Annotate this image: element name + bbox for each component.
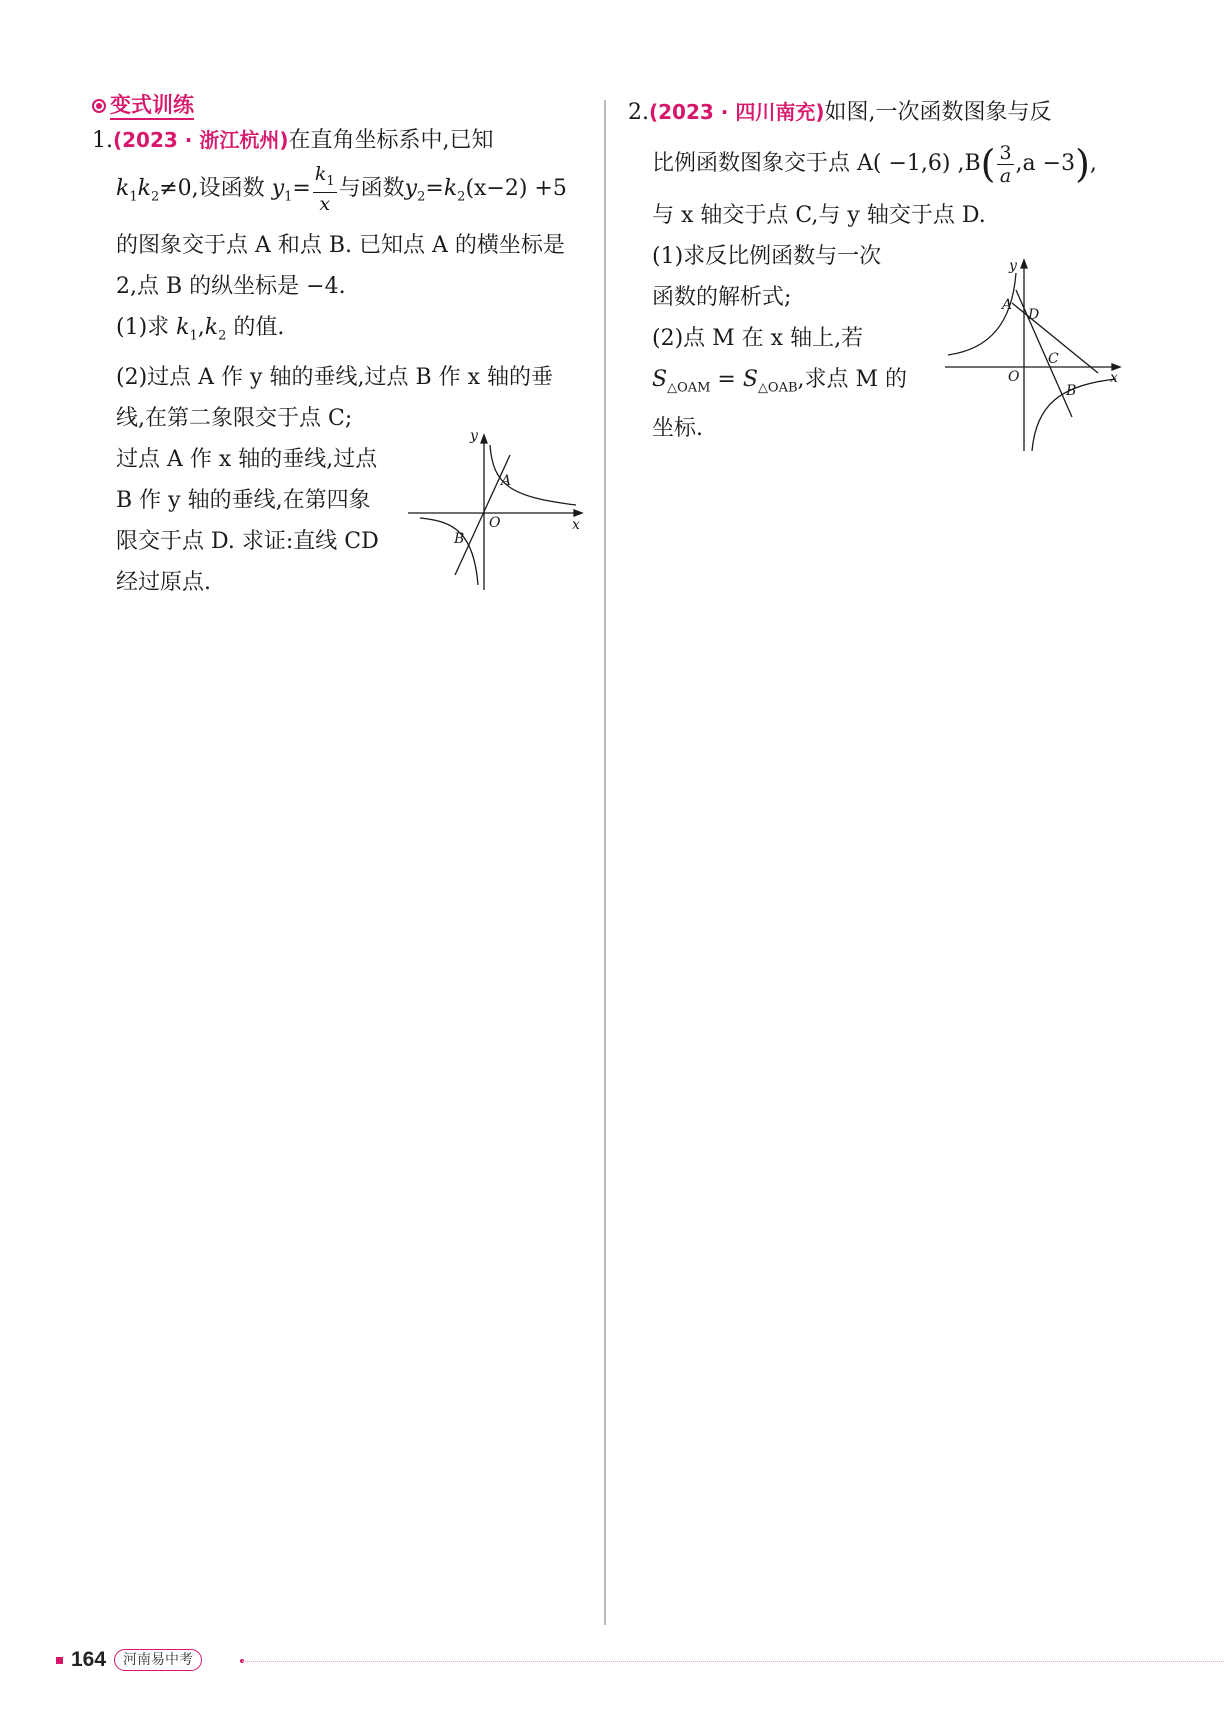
page-number: 164	[71, 1648, 107, 1671]
point-a-label: A	[501, 473, 512, 489]
problem1-graph	[400, 425, 590, 595]
problem2-line2: 比例函数图象交于点 A( −1,6) ,B( $\frac{3}{a}$ ,a −3),	[652, 141, 1097, 187]
problem1-line3: 的图象交于点 A 和点 B. 已知点 A 的横坐标是	[116, 233, 565, 259]
origin-label: O	[489, 515, 501, 531]
problem2-q2-line3: 坐标.	[652, 416, 703, 442]
problem1-q2-line1: (2)过点 A 作 y 轴的垂线,过点 B 作 x 轴的垂	[116, 364, 553, 390]
problem2-intro: 如图,一次函数图象与反	[824, 100, 1052, 125]
problem1-q2-line5: 限交于点 D. 求证:直线 CD	[116, 528, 379, 554]
footer-rule	[242, 1661, 1224, 1662]
problem1-q2-line3: 过点 A 作 x 轴的垂线,过点	[116, 446, 378, 472]
section-heading	[92, 92, 592, 120]
problem1-q2-line4: B 作 y 轴的垂线,在第四象	[116, 487, 371, 513]
y-axis-arrow-icon	[481, 435, 487, 443]
section-title: 变式训练	[110, 92, 194, 120]
fraction-k1-over-x: $\frac{k_1}{x}$	[314, 162, 335, 216]
problem2-q2-line1: (2)点 M 在 x 轴上,若	[652, 326, 864, 351]
problem2-q1-line2: 函数的解析式;	[652, 285, 792, 310]
x-label: x	[1110, 370, 1118, 386]
footer-square-icon	[56, 1657, 63, 1664]
y-label: y	[1009, 258, 1017, 274]
hyperbola-branch-q2	[948, 273, 1016, 355]
x-label: x	[572, 517, 580, 533]
point-c-label: C	[1048, 351, 1059, 367]
point-b-label: B	[454, 531, 465, 547]
problem2-q1-line1: (1)求反比例函数与一次	[652, 244, 882, 269]
problem2-graph	[940, 255, 1130, 455]
problem2-line3: 与 x 轴交于点 C,与 y 轴交于点 D.	[652, 203, 986, 228]
page-footer	[56, 1648, 202, 1672]
problem2-number: 2.	[628, 100, 649, 125]
point-a-label: A	[1002, 297, 1013, 313]
problem2-source: (2023 · 四川南充)	[649, 100, 825, 124]
book-title-tag: 河南易中考	[114, 1649, 202, 1671]
problem1-source: (2023 · 浙江杭州)	[113, 128, 289, 152]
x-axis-arrow-icon	[574, 510, 582, 516]
problem1-intro: 在直角坐标系中,已知	[288, 128, 494, 153]
hyperbola-branch-q3	[420, 518, 478, 585]
problem1-line4: 2,点 B 的纵坐标是 −4.	[116, 274, 346, 300]
y-label: y	[470, 428, 478, 444]
point-b-label: B	[1066, 383, 1077, 399]
problem1-q2-line6: 经过原点.	[116, 569, 211, 595]
origin-label: O	[1008, 369, 1020, 385]
y-axis-arrow-icon	[1021, 260, 1027, 268]
problem2-line1	[628, 92, 1128, 133]
problem1-q2-line2: 线,在第二象限交于点 C;	[116, 405, 353, 431]
column-divider	[604, 100, 606, 1625]
fraction-3-over-a: $\frac{3}{a}$	[999, 141, 1012, 187]
problem1-line2: $k_1k_2\ne 0$,设函数 $y_1=$ $\frac{k_1}{x}$ 与函数$y_2=k_2(x-2) +5$	[116, 162, 567, 216]
problem2-q2-line2: $S_{\triangle OAM} = S_{\triangle OAB}$,求点 M 的	[652, 367, 908, 396]
point-d-label: D	[1028, 307, 1040, 323]
problem1-line1	[92, 120, 592, 161]
problem1-q1: (1)求 $k_1,k_2$ 的值.	[116, 315, 285, 344]
target-bullet-icon	[92, 99, 106, 113]
problem1-number: 1.	[92, 128, 113, 153]
